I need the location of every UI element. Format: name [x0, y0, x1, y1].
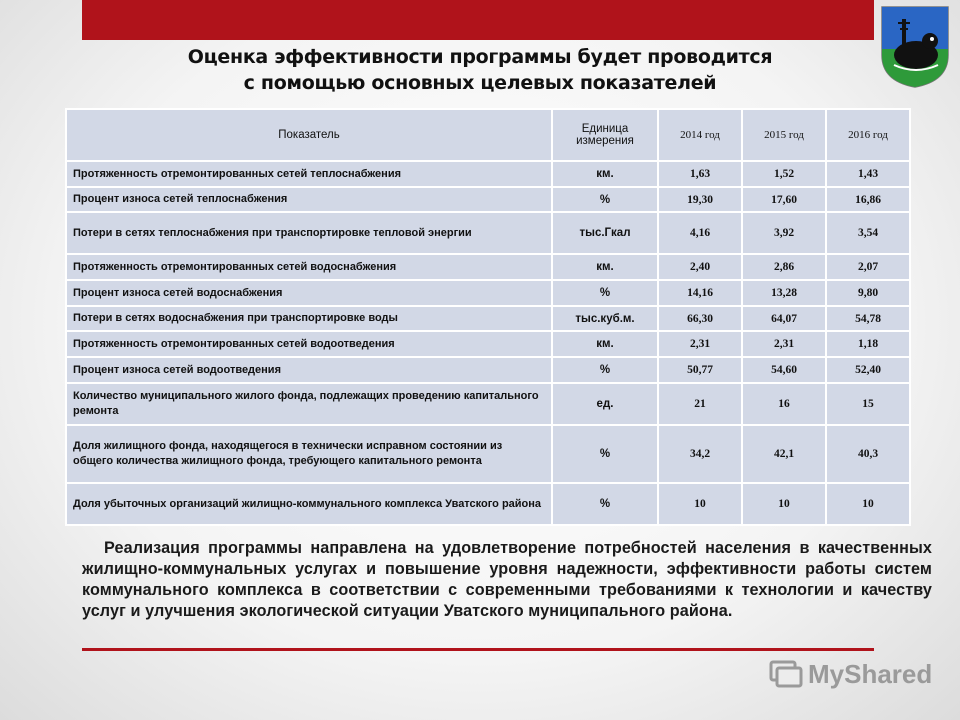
unit-cell: %	[552, 280, 658, 306]
value-2015-cell: 54,60	[742, 357, 826, 383]
indicator-cell: Процент износа сетей водоотведения	[66, 357, 552, 383]
value-2016-cell: 1,18	[826, 331, 910, 357]
indicators-table	[65, 108, 911, 526]
indicator-cell: Протяженность отремонтированных сетей теплоснабжения	[66, 161, 552, 187]
watermark-text: MyShared	[808, 658, 933, 689]
table-row	[66, 331, 910, 357]
value-2016-cell: 1,43	[826, 161, 910, 187]
value-2014-cell: 4,16	[658, 212, 742, 254]
value-2016-cell: 40,3	[826, 425, 910, 483]
unit-cell: ед.	[552, 383, 658, 425]
value-2015-cell: 42,1	[742, 425, 826, 483]
value-2014-cell: 10	[658, 483, 742, 525]
table-row	[66, 161, 910, 187]
title-line-2: с помощью основных целевых показателей	[243, 72, 717, 94]
unit-cell: км.	[552, 161, 658, 187]
watermark	[768, 658, 932, 690]
title-line-1: Оценка эффективности программы будет проводится	[187, 46, 773, 68]
column-header-2016: 2016 год	[826, 109, 910, 161]
value-2014-cell: 50,77	[658, 357, 742, 383]
top-accent-bar	[82, 0, 874, 40]
value-2015-cell: 17,60	[742, 187, 826, 212]
value-2015-cell: 2,31	[742, 331, 826, 357]
coat-of-arms-icon	[880, 5, 950, 89]
indicator-cell: Протяженность отремонтированных сетей водоснабжения	[66, 254, 552, 280]
value-2014-cell: 2,31	[658, 331, 742, 357]
table-row	[66, 280, 910, 306]
value-2015-cell: 10	[742, 483, 826, 525]
value-2015-cell: 13,28	[742, 280, 826, 306]
table-row	[66, 483, 910, 525]
unit-cell: %	[552, 187, 658, 212]
value-2016-cell: 10	[826, 483, 910, 525]
unit-cell: %	[552, 483, 658, 525]
unit-cell: %	[552, 357, 658, 383]
value-2016-cell: 54,78	[826, 306, 910, 331]
table-header-row	[66, 109, 910, 161]
table-row	[66, 212, 910, 254]
value-2014-cell: 19,30	[658, 187, 742, 212]
unit-cell: км.	[552, 331, 658, 357]
indicator-cell: Процент износа сетей теплоснабжения	[66, 187, 552, 212]
value-2014-cell: 34,2	[658, 425, 742, 483]
value-2014-cell: 1,63	[658, 161, 742, 187]
indicator-cell: Потери в сетях теплоснабжения при транспортировке тепловой энергии	[66, 212, 552, 254]
table-row	[66, 306, 910, 331]
indicator-cell: Количество муниципального жилого фонда, подлежащих проведению капитального ремонта	[66, 383, 552, 425]
column-header-2015: 2015 год	[742, 109, 826, 161]
unit-cell: тыс.Гкал	[552, 212, 658, 254]
unit-cell: тыс.куб.м.	[552, 306, 658, 331]
indicator-cell: Доля убыточных организаций жилищно-коммунального комплекса Уватского района	[66, 483, 552, 525]
unit-cell: %	[552, 425, 658, 483]
table-row	[66, 383, 910, 425]
value-2015-cell: 2,86	[742, 254, 826, 280]
column-header-2014: 2014 год	[658, 109, 742, 161]
value-2016-cell: 2,07	[826, 254, 910, 280]
table-row	[66, 357, 910, 383]
bottom-accent-line	[82, 648, 874, 651]
table-row	[66, 254, 910, 280]
indicator-cell: Протяженность отремонтированных сетей водоотведения	[66, 331, 552, 357]
value-2015-cell: 16	[742, 383, 826, 425]
value-2016-cell: 9,80	[826, 280, 910, 306]
value-2016-cell: 16,86	[826, 187, 910, 212]
indicator-cell: Потери в сетях водоснабжения при транспортировке воды	[66, 306, 552, 331]
unit-cell: км.	[552, 254, 658, 280]
indicator-cell: Доля жилищного фонда, находящегося в технически исправном состоянии из общего количества жилищного фонда, требующего капитального ремонта	[66, 425, 552, 483]
summary-paragraph: Реализация программы направлена на удовлетворение потребностей населения в качественных жилищно-коммунальных услугах и повышение уровня надежности, эффективности работы систем коммунального комплекса в соответствии с современными требованиями к технологии и качеству услуг и улучшения экологической ситуации Уватского муниципального района.	[82, 539, 932, 620]
value-2016-cell: 3,54	[826, 212, 910, 254]
table-row	[66, 187, 910, 212]
column-header-unit: Единица измерения	[552, 109, 658, 161]
value-2014-cell: 2,40	[658, 254, 742, 280]
value-2016-cell: 15	[826, 383, 910, 425]
value-2014-cell: 66,30	[658, 306, 742, 331]
indicator-cell: Процент износа сетей водоснабжения	[66, 280, 552, 306]
value-2014-cell: 14,16	[658, 280, 742, 306]
myshared-logo-icon	[768, 658, 804, 690]
value-2015-cell: 1,52	[742, 161, 826, 187]
value-2015-cell: 3,92	[742, 212, 826, 254]
table-row	[66, 425, 910, 483]
column-header-indicator: Показатель	[66, 109, 552, 161]
value-2016-cell: 52,40	[826, 357, 910, 383]
value-2015-cell: 64,07	[742, 306, 826, 331]
value-2014-cell: 21	[658, 383, 742, 425]
page-title	[90, 44, 870, 96]
